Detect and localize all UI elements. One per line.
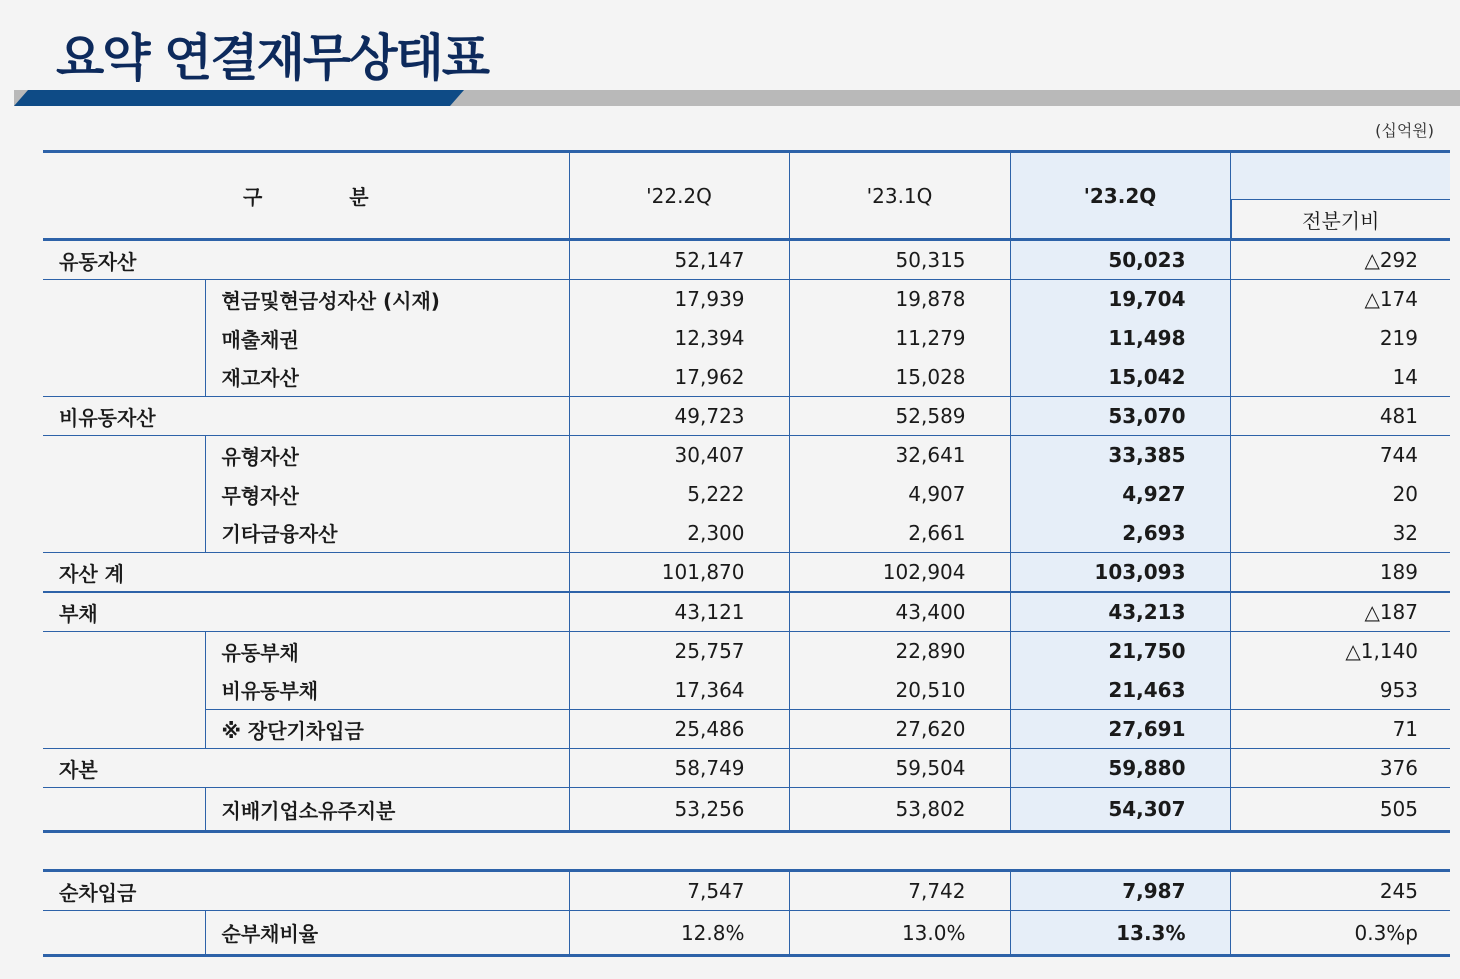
table-row bbox=[43, 788, 1450, 832]
row-indent bbox=[43, 319, 205, 358]
cell-qoq: 219 bbox=[1230, 319, 1450, 358]
header-col-qoq bbox=[1230, 152, 1450, 240]
cell-qoq: 0.3%p bbox=[1230, 911, 1450, 956]
cell-23-2q: 13.3% bbox=[1010, 911, 1230, 956]
cell-23-2q: 27,691 bbox=[1010, 710, 1230, 749]
row-indent bbox=[43, 280, 205, 319]
cell-23-1q: 22,890 bbox=[789, 632, 1010, 671]
row-sub-label: 유동부채 bbox=[205, 632, 569, 671]
table-row bbox=[43, 592, 1450, 632]
cell-22-2q: 30,407 bbox=[569, 436, 789, 475]
cell-qoq: 20 bbox=[1230, 475, 1450, 514]
cell-23-2q: 53,070 bbox=[1010, 397, 1230, 436]
row-indent bbox=[43, 358, 205, 397]
table-row bbox=[43, 475, 1450, 514]
row-sub-label: 순부채비율 bbox=[205, 911, 569, 956]
cell-23-2q: 103,093 bbox=[1010, 553, 1230, 593]
row-sub-label: 기타금융자산 bbox=[205, 514, 569, 553]
table-row bbox=[43, 710, 1450, 749]
cell-22-2q: 58,749 bbox=[569, 749, 789, 788]
cell-23-1q: 59,504 bbox=[789, 749, 1010, 788]
header-category: 구 분 bbox=[43, 152, 569, 240]
cell-23-1q: 27,620 bbox=[789, 710, 1010, 749]
table-row bbox=[43, 240, 1450, 280]
cell-23-1q: 2,661 bbox=[789, 514, 1010, 553]
cell-23-2q: 11,498 bbox=[1010, 319, 1230, 358]
header-col-qoq-label: 전분기비 bbox=[1231, 199, 1451, 238]
cell-22-2q: 17,962 bbox=[569, 358, 789, 397]
cell-qoq: 32 bbox=[1230, 514, 1450, 553]
unit-label: (십억원) bbox=[1375, 121, 1434, 140]
table-row bbox=[43, 911, 1450, 956]
row-label: 비유동자산 bbox=[43, 397, 569, 436]
page-title: 요약 연결재무상태표 bbox=[56, 29, 489, 87]
cell-23-1q: 19,878 bbox=[789, 280, 1010, 319]
cell-22-2q: 2,300 bbox=[569, 514, 789, 553]
row-sub-label: 비유동부채 bbox=[205, 671, 569, 710]
cell-23-2q: 19,704 bbox=[1010, 280, 1230, 319]
row-label: 유동자산 bbox=[59, 249, 137, 274]
cell-qoq: 481 bbox=[1230, 397, 1450, 436]
net-debt-table bbox=[43, 869, 1450, 957]
cell-23-1q: 11,279 bbox=[789, 319, 1010, 358]
cell-23-1q: 52,589 bbox=[789, 397, 1010, 436]
cell-22-2q: 25,757 bbox=[569, 632, 789, 671]
row-label: 자본 bbox=[43, 749, 569, 788]
cell-22-2q: 5,222 bbox=[569, 475, 789, 514]
cell-23-2q: 2,693 bbox=[1010, 514, 1230, 553]
row-indent bbox=[43, 632, 205, 671]
cell-22-2q: 7,547 bbox=[569, 871, 789, 911]
cell-22-2q: 43,121 bbox=[569, 592, 789, 632]
row-sub-label: ※ 장단기차입금 bbox=[205, 710, 569, 749]
row-indent bbox=[43, 671, 205, 710]
table-row bbox=[43, 319, 1450, 358]
row-indent bbox=[43, 436, 205, 475]
cell-23-1q: 4,907 bbox=[789, 475, 1010, 514]
cell-22-2q: 17,364 bbox=[569, 671, 789, 710]
table-row bbox=[43, 514, 1450, 553]
cell-23-1q: 102,904 bbox=[789, 553, 1010, 593]
cell-23-2q: 59,880 bbox=[1010, 749, 1230, 788]
title-underline-accent bbox=[14, 90, 464, 106]
row-indent bbox=[43, 788, 205, 832]
table-row bbox=[43, 280, 1450, 319]
cell-23-1q: 53,802 bbox=[789, 788, 1010, 832]
cell-23-1q: 43,400 bbox=[789, 592, 1010, 632]
row-sub-label: 무형자산 bbox=[205, 475, 569, 514]
row-sub-label: 현금및현금성자산 (시재) bbox=[205, 280, 569, 319]
table-row bbox=[43, 553, 1450, 593]
row-label: 순차입금 bbox=[59, 880, 137, 905]
cell-22-2q: 17,939 bbox=[569, 280, 789, 319]
cell-23-2q: 33,385 bbox=[1010, 436, 1230, 475]
cell-qoq: 14 bbox=[1230, 358, 1450, 397]
cell-qoq: 505 bbox=[1230, 788, 1450, 832]
table-row bbox=[43, 671, 1450, 710]
cell-qoq: △292 bbox=[1230, 240, 1450, 280]
header-col-23-2q: '23.2Q bbox=[1010, 152, 1230, 240]
row-indent bbox=[43, 475, 205, 514]
row-label: 부채 bbox=[43, 592, 569, 632]
cell-qoq: △1,140 bbox=[1230, 632, 1450, 671]
cell-qoq: 953 bbox=[1230, 671, 1450, 710]
table-row bbox=[43, 436, 1450, 475]
cell-23-1q: 32,641 bbox=[789, 436, 1010, 475]
cell-22-2q: 52,147 bbox=[569, 240, 789, 280]
cell-qoq: 189 bbox=[1230, 553, 1450, 593]
cell-23-1q: 7,742 bbox=[789, 871, 1010, 911]
cell-22-2q: 12.8% bbox=[569, 911, 789, 956]
balance-sheet-table bbox=[43, 150, 1450, 833]
cell-23-1q: 20,510 bbox=[789, 671, 1010, 710]
cell-22-2q: 101,870 bbox=[569, 553, 789, 593]
table-row bbox=[43, 358, 1450, 397]
row-sub-label: 유형자산 bbox=[205, 436, 569, 475]
cell-23-2q: 50,023 bbox=[1010, 240, 1230, 280]
cell-22-2q: 12,394 bbox=[569, 319, 789, 358]
row-indent bbox=[43, 710, 205, 749]
cell-23-2q: 21,463 bbox=[1010, 671, 1230, 710]
row-indent bbox=[43, 911, 205, 956]
row-sub-label: 매출채권 bbox=[205, 319, 569, 358]
cell-23-2q: 43,213 bbox=[1010, 592, 1230, 632]
cell-23-1q: 50,315 bbox=[789, 240, 1010, 280]
cell-qoq: △187 bbox=[1230, 592, 1450, 632]
cell-22-2q: 25,486 bbox=[569, 710, 789, 749]
cell-22-2q: 49,723 bbox=[569, 397, 789, 436]
cell-23-1q: 13.0% bbox=[789, 911, 1010, 956]
cell-qoq: 376 bbox=[1230, 749, 1450, 788]
cell-qoq: 245 bbox=[1230, 871, 1450, 911]
table-row bbox=[43, 632, 1450, 671]
row-indent bbox=[43, 514, 205, 553]
row-sub-label: 재고자산 bbox=[205, 358, 569, 397]
row-label: 자산 계 bbox=[43, 553, 569, 593]
cell-23-2q: 15,042 bbox=[1010, 358, 1230, 397]
cell-23-2q: 54,307 bbox=[1010, 788, 1230, 832]
cell-22-2q: 53,256 bbox=[569, 788, 789, 832]
cell-23-2q: 7,987 bbox=[1010, 871, 1230, 911]
header-col-23-1q: '23.1Q bbox=[789, 152, 1010, 240]
cell-qoq: 71 bbox=[1230, 710, 1450, 749]
cell-23-2q: 21,750 bbox=[1010, 632, 1230, 671]
table-row bbox=[43, 397, 1450, 436]
row-sub-label: 지배기업소유주지분 bbox=[205, 788, 569, 832]
table-header-row bbox=[43, 152, 1450, 240]
cell-qoq: △174 bbox=[1230, 280, 1450, 319]
header-col-22-2q: '22.2Q bbox=[569, 152, 789, 240]
cell-qoq: 744 bbox=[1230, 436, 1450, 475]
cell-23-1q: 15,028 bbox=[789, 358, 1010, 397]
table-row bbox=[43, 871, 1450, 911]
cell-23-2q: 4,927 bbox=[1010, 475, 1230, 514]
table-row bbox=[43, 749, 1450, 788]
